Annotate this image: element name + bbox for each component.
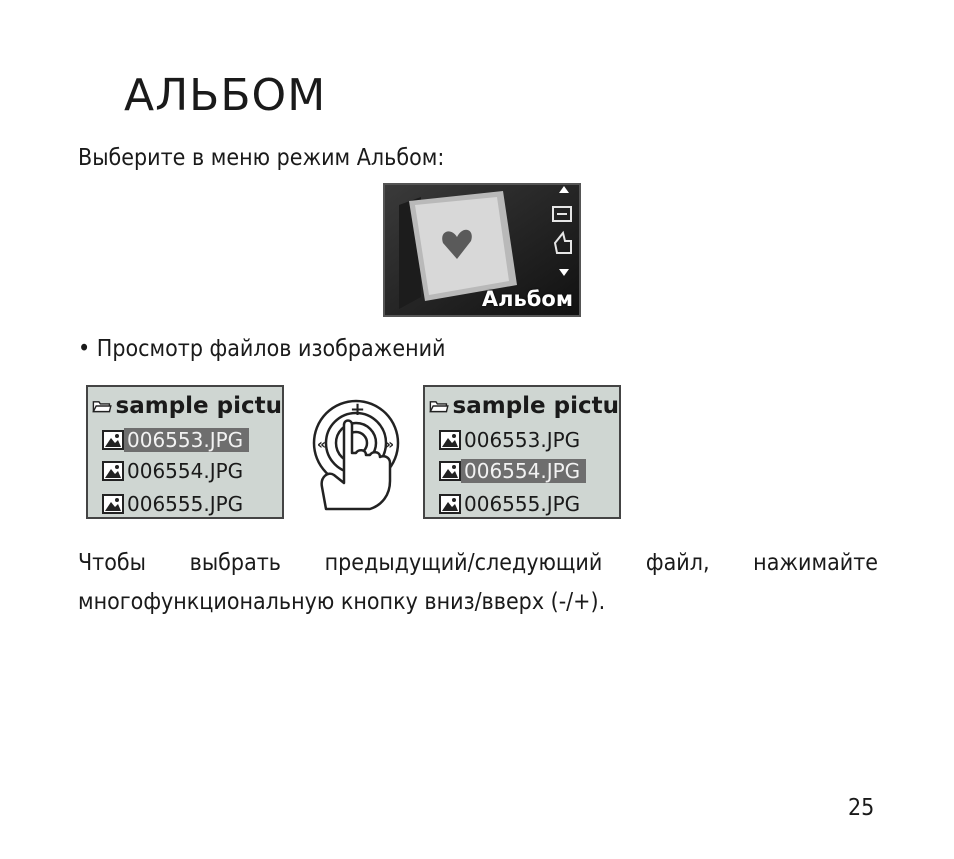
image-file-icon (102, 494, 124, 514)
folder-icon (429, 395, 449, 417)
file-row-selected[interactable] (102, 426, 249, 454)
page-number: 25 (848, 795, 875, 821)
image-file-icon (439, 461, 461, 481)
file-row[interactable] (102, 490, 249, 518)
instruction-paragraph: Чтобы выбрать предыдущий/следующий файл, нажимайте многофункциональную кнопку вниз/вверх (-/+). (78, 550, 878, 615)
folder-icon (92, 395, 112, 417)
svg-text:+: + (350, 399, 366, 420)
multifunction-button-icon (304, 395, 404, 515)
file-name: 006554.JPG (127, 459, 244, 483)
file-name: 006555.JPG (464, 492, 581, 516)
image-file-icon (102, 430, 124, 450)
svg-text:»: » (385, 437, 395, 453)
image-file-icon (439, 430, 461, 450)
image-file-icon (102, 461, 124, 481)
svg-text:«: « (317, 437, 327, 453)
image-file-icon (439, 494, 461, 514)
album-menu-screen (383, 183, 581, 317)
file-list-panel-before (86, 385, 284, 519)
intro-text: Выберите в меню режим Альбом: (78, 145, 445, 171)
album-label: Альбом (481, 287, 573, 311)
file-row[interactable] (439, 490, 586, 518)
file-name: 006555.JPG (127, 492, 244, 516)
file-name: 006554.JPG (461, 459, 586, 483)
file-row[interactable] (102, 457, 249, 485)
page-title: АЛЬБОМ (124, 70, 327, 121)
file-row[interactable] (439, 426, 586, 454)
folder-name: sample pictu (115, 393, 282, 419)
file-row-selected[interactable] (439, 457, 586, 485)
file-list-panel-after (423, 385, 621, 519)
file-name: 006553.JPG (124, 428, 249, 452)
folder-row (429, 391, 619, 421)
bullet-text: • Просмотр файлов изображений (78, 336, 446, 362)
folder-name: sample pictu (452, 393, 619, 419)
folder-row (92, 391, 282, 421)
file-name: 006553.JPG (464, 428, 581, 452)
